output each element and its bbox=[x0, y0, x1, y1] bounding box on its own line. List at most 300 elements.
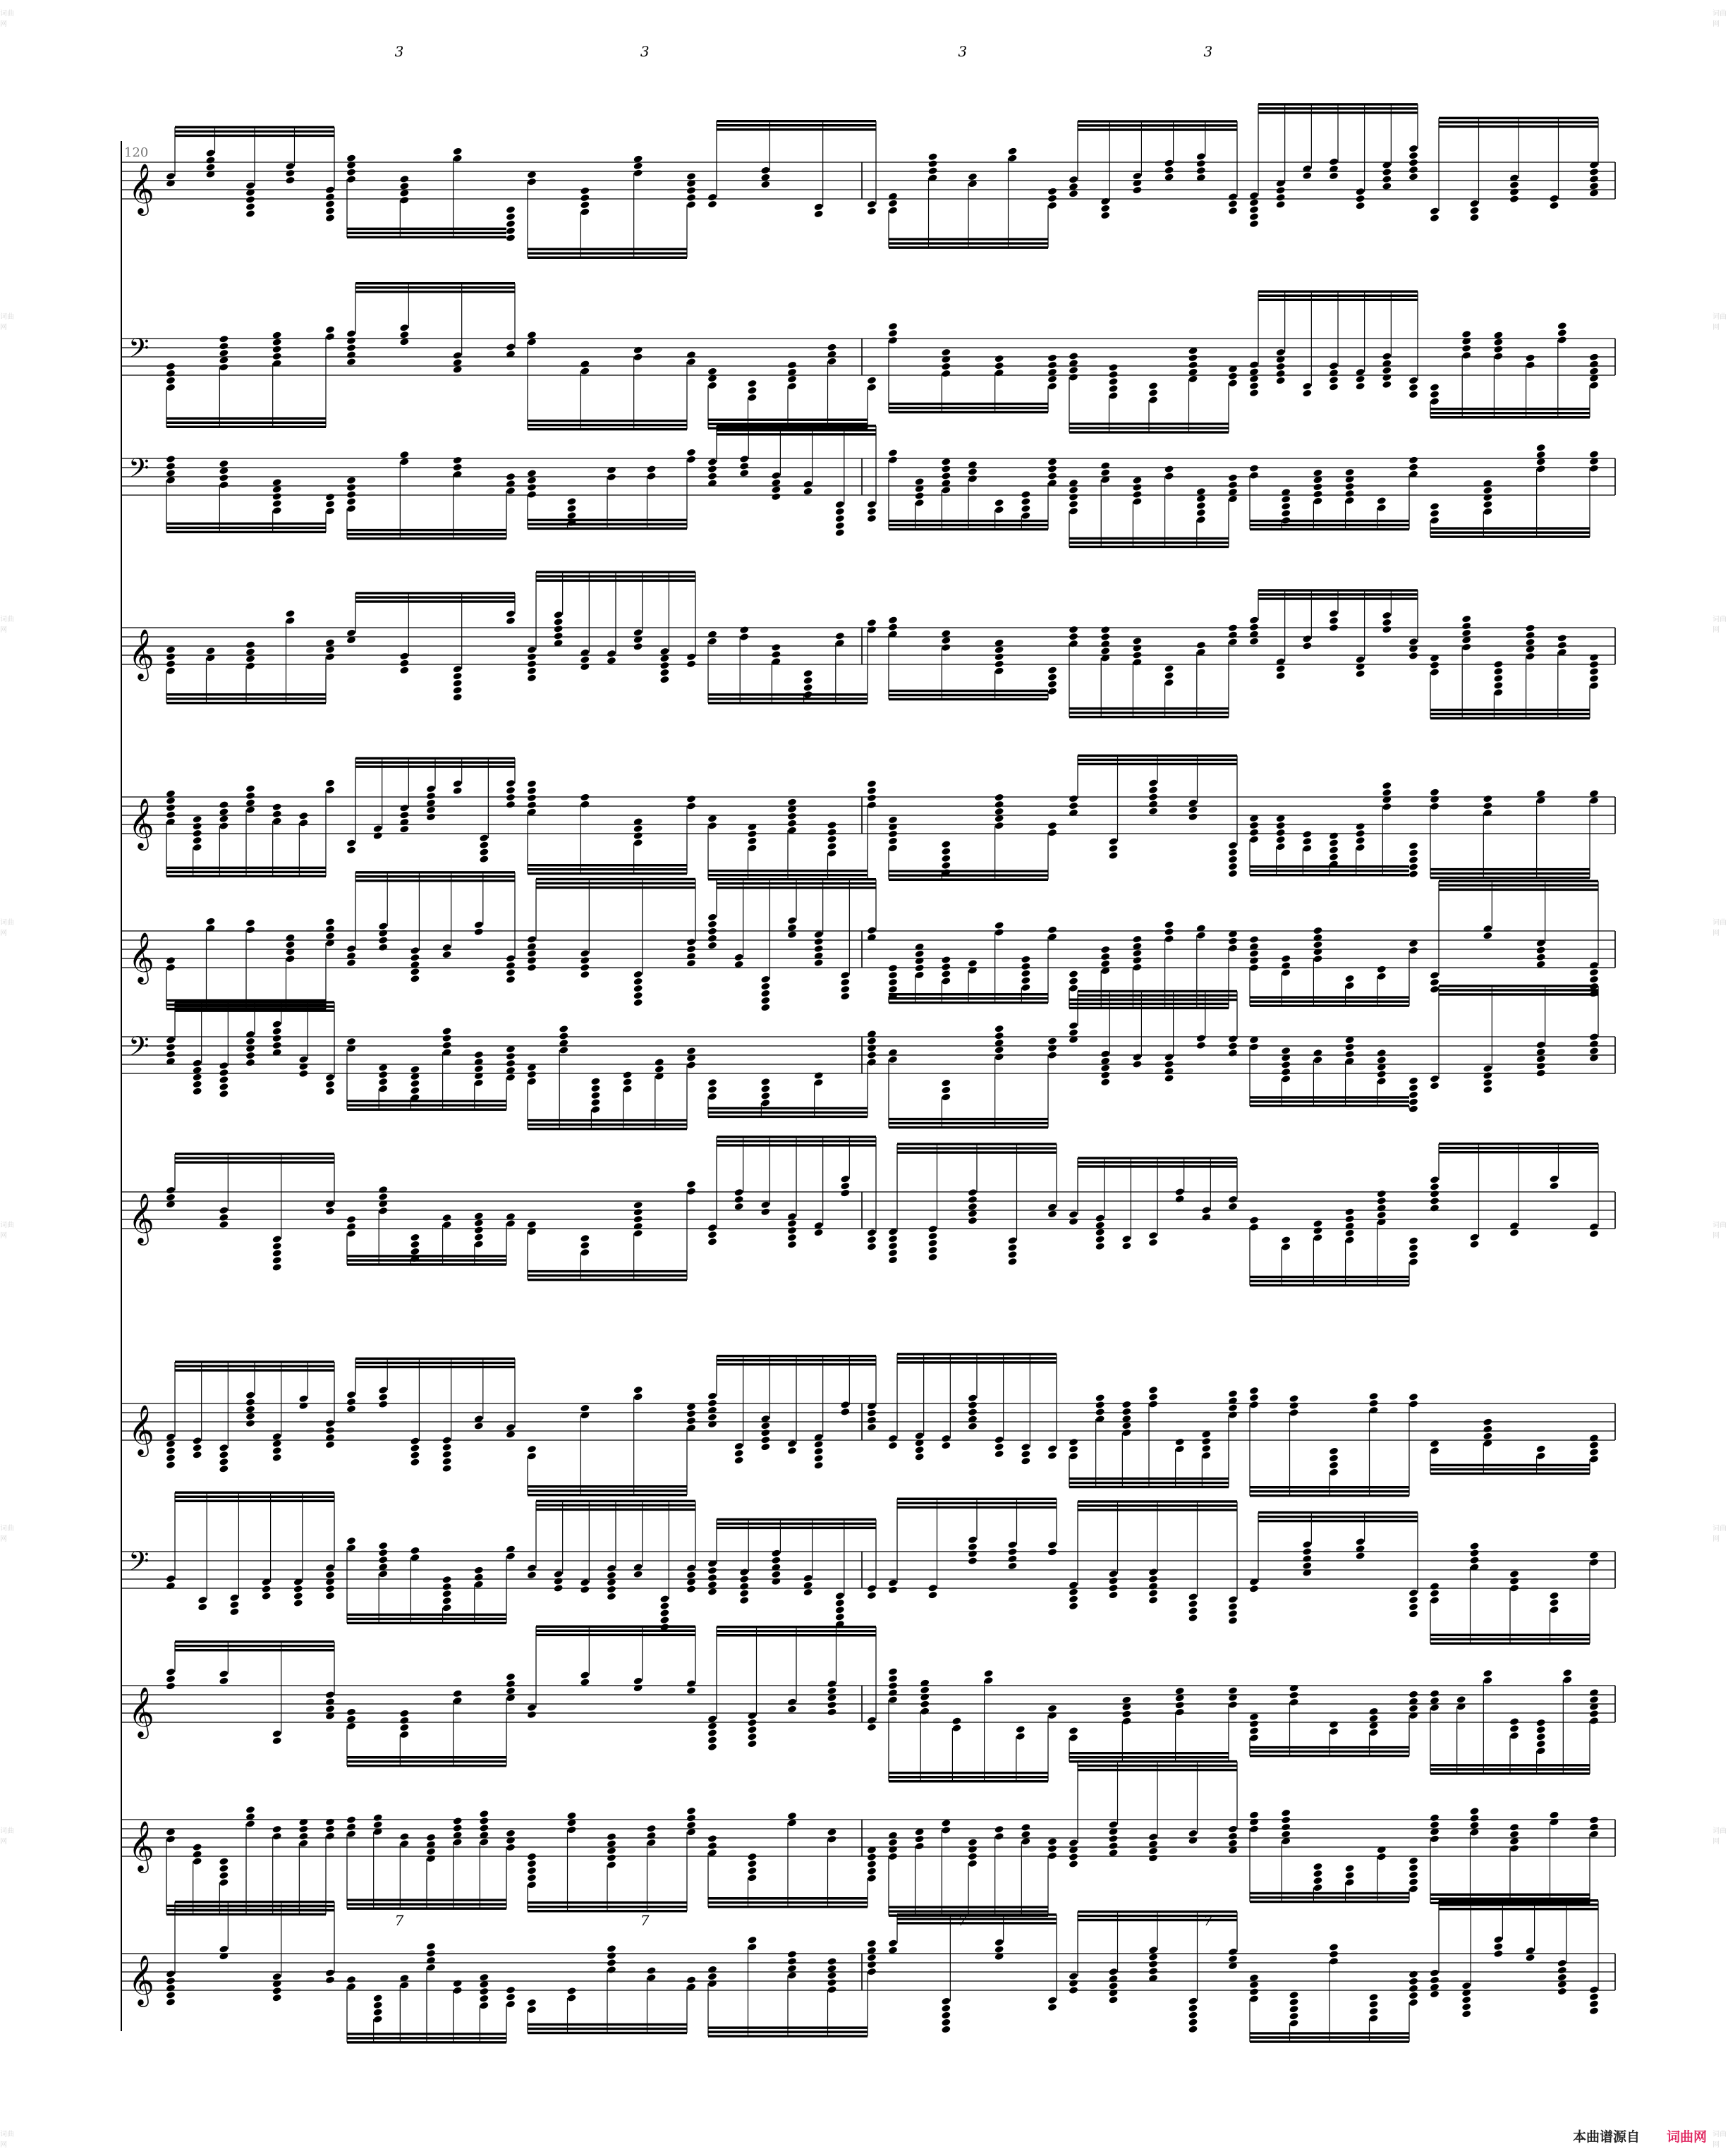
note-head bbox=[1313, 1863, 1322, 1871]
note-head bbox=[1281, 1236, 1291, 1244]
note-head bbox=[1469, 1814, 1479, 1822]
note-head bbox=[941, 348, 951, 357]
note-head bbox=[1148, 1238, 1158, 1247]
note-head bbox=[888, 456, 898, 464]
note-head bbox=[659, 1595, 669, 1603]
note-head bbox=[506, 975, 516, 984]
note-head bbox=[378, 1393, 388, 1401]
note-head bbox=[346, 1537, 356, 1545]
note-head bbox=[1249, 935, 1259, 944]
note-head bbox=[1329, 846, 1339, 854]
note-head bbox=[867, 507, 877, 516]
note-head bbox=[527, 1873, 537, 1882]
note-head bbox=[373, 2015, 383, 2023]
note-head bbox=[1249, 382, 1259, 390]
note-head bbox=[1408, 1596, 1418, 1604]
note-head bbox=[1483, 925, 1492, 933]
note-head bbox=[1047, 1210, 1057, 1218]
note-head bbox=[580, 662, 590, 671]
note-head bbox=[1408, 1393, 1418, 1401]
note-head bbox=[346, 336, 356, 345]
note-head bbox=[1430, 509, 1440, 518]
note-head bbox=[193, 1080, 202, 1088]
note-head bbox=[994, 1938, 1004, 1947]
note-head bbox=[1228, 638, 1238, 646]
note-head bbox=[771, 492, 781, 501]
note-head bbox=[888, 985, 898, 994]
note-head bbox=[1148, 1400, 1158, 1408]
note-head bbox=[633, 824, 643, 833]
note-head bbox=[747, 1860, 757, 1868]
note-head bbox=[707, 1841, 717, 1850]
note-head bbox=[760, 975, 770, 984]
note-head bbox=[1021, 1457, 1030, 1466]
note-head bbox=[1368, 1399, 1378, 1408]
note-head bbox=[633, 1676, 643, 1685]
note-head bbox=[426, 791, 436, 800]
note-head bbox=[835, 500, 845, 508]
note-head bbox=[1536, 1062, 1546, 1071]
note-head bbox=[527, 1452, 537, 1461]
note-head bbox=[1589, 1448, 1599, 1456]
note-head bbox=[623, 1071, 633, 1079]
note-head bbox=[193, 822, 202, 831]
note-head bbox=[915, 956, 925, 965]
note-head bbox=[968, 475, 978, 483]
note-head bbox=[325, 507, 335, 516]
note-head bbox=[272, 478, 282, 487]
note-head bbox=[1188, 1600, 1198, 1608]
note-head bbox=[686, 186, 696, 195]
note-head bbox=[325, 1571, 335, 1579]
note-head bbox=[1589, 168, 1599, 176]
note-head bbox=[298, 819, 308, 827]
note-head bbox=[968, 1401, 978, 1409]
note-head bbox=[814, 1461, 824, 1470]
note-head bbox=[1069, 1986, 1078, 1994]
note-head bbox=[1430, 1813, 1440, 1822]
note-head bbox=[580, 1404, 590, 1413]
note-head bbox=[1461, 643, 1471, 652]
note-head bbox=[1007, 1561, 1017, 1570]
treble-clef-icon: 𝄞 bbox=[128, 1192, 154, 1243]
note-head bbox=[686, 1417, 696, 1425]
note-head bbox=[1007, 1554, 1017, 1563]
note-head bbox=[1069, 626, 1078, 634]
note-head bbox=[787, 361, 797, 370]
note-head bbox=[1557, 641, 1567, 650]
note-head bbox=[1047, 472, 1057, 480]
note-head bbox=[927, 166, 937, 175]
note-head bbox=[378, 929, 388, 937]
note-head bbox=[1456, 1695, 1466, 1704]
note-head bbox=[453, 358, 463, 367]
note-head bbox=[686, 200, 696, 209]
note-head bbox=[707, 1238, 717, 1246]
note-head bbox=[1302, 837, 1312, 846]
note-head bbox=[325, 1705, 335, 1713]
note-head bbox=[193, 1444, 202, 1452]
note-head bbox=[1469, 1542, 1479, 1550]
note-head bbox=[453, 693, 463, 702]
note-head bbox=[1100, 647, 1110, 655]
note-head bbox=[325, 645, 335, 654]
note-head bbox=[941, 472, 951, 480]
note-head bbox=[1430, 795, 1440, 803]
note-head bbox=[346, 1983, 356, 1991]
note-head bbox=[506, 954, 516, 963]
note-head bbox=[272, 1027, 282, 1035]
note-head bbox=[787, 1971, 797, 1980]
note-head bbox=[1249, 1719, 1259, 1728]
note-head bbox=[633, 985, 643, 993]
note-head bbox=[1069, 366, 1078, 374]
note-head bbox=[1228, 1035, 1238, 1043]
note-head bbox=[646, 1825, 656, 1833]
note-head bbox=[378, 1186, 388, 1194]
note-head bbox=[293, 1585, 303, 1593]
note-head bbox=[1228, 207, 1238, 215]
measure-number: 120 bbox=[124, 145, 149, 160]
note-head bbox=[707, 637, 717, 645]
note-head bbox=[707, 1736, 717, 1744]
note-head bbox=[506, 205, 516, 214]
note-head bbox=[827, 1828, 836, 1837]
note-head bbox=[527, 1710, 537, 1719]
note-head bbox=[442, 1443, 452, 1451]
note-head bbox=[867, 1874, 877, 1882]
note-head bbox=[527, 331, 537, 339]
note-head bbox=[1228, 841, 1238, 850]
note-head bbox=[410, 1065, 420, 1073]
note-head bbox=[378, 1400, 388, 1408]
note-head bbox=[1509, 1717, 1519, 1726]
note-head bbox=[1276, 829, 1286, 837]
note-head bbox=[1249, 1394, 1259, 1402]
note-head bbox=[747, 1719, 757, 1727]
note-head bbox=[994, 666, 1004, 675]
note-head bbox=[1228, 1609, 1238, 1618]
note-head bbox=[867, 793, 877, 802]
note-head bbox=[835, 507, 845, 516]
note-head bbox=[1557, 1973, 1567, 1982]
note-head bbox=[1526, 360, 1535, 369]
note-head bbox=[1188, 1607, 1198, 1615]
note-head bbox=[888, 964, 898, 973]
note-head bbox=[941, 643, 951, 652]
note-head bbox=[1408, 1984, 1418, 1992]
note-head bbox=[867, 1853, 877, 1861]
note-head bbox=[1132, 637, 1142, 645]
note-head bbox=[1509, 1570, 1519, 1578]
note-head bbox=[1313, 497, 1322, 505]
note-head bbox=[941, 956, 951, 964]
note-head bbox=[1368, 1993, 1378, 2002]
note-head bbox=[760, 1429, 770, 1437]
note-head bbox=[787, 1226, 797, 1235]
note-head bbox=[399, 175, 409, 183]
note-head bbox=[1249, 956, 1259, 965]
note-head bbox=[1382, 803, 1392, 811]
note-head bbox=[686, 1686, 696, 1695]
note-head bbox=[1148, 1833, 1158, 1841]
note-head bbox=[346, 358, 356, 366]
note-head bbox=[707, 1231, 717, 1239]
note-head bbox=[607, 1832, 616, 1841]
note-head bbox=[1069, 1438, 1078, 1447]
note-head bbox=[426, 784, 436, 793]
note-head bbox=[1329, 1447, 1339, 1456]
note-head bbox=[527, 674, 537, 682]
note-head bbox=[1100, 633, 1110, 641]
note-head bbox=[506, 961, 516, 970]
note-head bbox=[1589, 1455, 1599, 1463]
note-head bbox=[1430, 661, 1440, 669]
note-head bbox=[1249, 616, 1259, 624]
note-head bbox=[1007, 1250, 1017, 1259]
note-head bbox=[1493, 681, 1503, 690]
note-head bbox=[1430, 1439, 1440, 1448]
note-head bbox=[506, 1836, 516, 1844]
note-head bbox=[968, 1394, 978, 1402]
note-head bbox=[941, 1079, 951, 1088]
note-head bbox=[399, 1709, 409, 1717]
note-head bbox=[1493, 660, 1503, 669]
note-head bbox=[506, 1843, 516, 1851]
note-head bbox=[747, 1874, 757, 1882]
note-head bbox=[941, 1819, 951, 1827]
note-head bbox=[474, 1233, 484, 1241]
note-head bbox=[1281, 1823, 1291, 1832]
note-head bbox=[888, 206, 898, 214]
note-head bbox=[399, 818, 409, 827]
note-head bbox=[1069, 1021, 1078, 1030]
note-head bbox=[219, 1458, 229, 1466]
note-head bbox=[219, 1878, 229, 1887]
note-head bbox=[527, 963, 537, 972]
note-head bbox=[827, 1700, 836, 1709]
note-head bbox=[1132, 935, 1142, 944]
note-head bbox=[707, 927, 717, 935]
note-head bbox=[1100, 1064, 1110, 1072]
note-head bbox=[166, 810, 176, 819]
note-head bbox=[1430, 1596, 1440, 1604]
note-head bbox=[888, 1845, 898, 1853]
note-head bbox=[1382, 619, 1392, 627]
note-head bbox=[747, 379, 757, 388]
note-head bbox=[166, 1043, 176, 1052]
note-head bbox=[1175, 1445, 1185, 1454]
note-head bbox=[426, 1942, 436, 1951]
note-head bbox=[968, 1535, 978, 1544]
note-head bbox=[1281, 1061, 1291, 1069]
note-head bbox=[566, 497, 576, 506]
note-head bbox=[994, 1825, 1004, 1834]
note-head bbox=[1196, 1034, 1206, 1042]
note-head bbox=[1276, 186, 1286, 195]
note-head bbox=[814, 1078, 824, 1087]
note-head bbox=[1281, 1830, 1291, 1839]
note-head bbox=[1356, 195, 1365, 203]
note-head bbox=[506, 343, 516, 351]
note-head bbox=[927, 152, 937, 161]
note-head bbox=[474, 920, 484, 929]
note-head bbox=[399, 189, 409, 197]
note-head bbox=[1589, 660, 1599, 669]
note-head bbox=[193, 836, 202, 845]
note-head bbox=[506, 226, 516, 235]
note-head bbox=[968, 1845, 978, 1853]
note-head bbox=[1281, 495, 1291, 504]
note-head bbox=[1100, 640, 1110, 648]
note-head bbox=[1047, 382, 1057, 391]
note-head bbox=[1108, 384, 1118, 393]
note-head bbox=[1188, 353, 1198, 362]
note-head bbox=[1377, 1204, 1387, 1212]
note-head bbox=[686, 1180, 696, 1188]
note-head bbox=[373, 1994, 383, 2002]
note-head bbox=[453, 154, 463, 163]
note-head bbox=[1095, 1235, 1105, 1243]
note-head bbox=[994, 362, 1004, 370]
note-head bbox=[1228, 1825, 1238, 1834]
note-head bbox=[941, 1442, 951, 1450]
note-head bbox=[994, 1449, 1004, 1458]
note-head bbox=[1408, 848, 1418, 857]
note-head bbox=[1228, 848, 1238, 857]
note-head bbox=[272, 1041, 282, 1049]
note-head bbox=[1589, 1434, 1599, 1442]
note-head bbox=[1069, 493, 1078, 501]
note-head bbox=[1377, 1049, 1387, 1057]
note-head bbox=[633, 1215, 643, 1224]
note-head bbox=[1557, 1966, 1567, 1975]
note-head bbox=[245, 654, 255, 663]
note-head bbox=[1132, 497, 1142, 506]
note-head bbox=[771, 643, 781, 652]
note-head bbox=[219, 808, 229, 816]
note-head bbox=[325, 1564, 335, 1572]
note-head bbox=[272, 1729, 282, 1738]
note-head bbox=[1368, 2000, 1378, 2009]
note-head bbox=[1228, 863, 1238, 871]
note-head bbox=[1228, 200, 1238, 208]
note-head bbox=[1368, 2014, 1378, 2023]
note-head bbox=[787, 1705, 797, 1713]
note-head bbox=[1408, 841, 1418, 850]
note-head bbox=[1589, 653, 1599, 662]
note-head bbox=[1589, 968, 1599, 977]
note-head bbox=[245, 926, 255, 934]
note-head bbox=[951, 1717, 961, 1725]
note-head bbox=[506, 1073, 516, 1082]
note-head bbox=[474, 1071, 484, 1080]
note-head bbox=[193, 1437, 202, 1445]
note-head bbox=[1100, 1078, 1110, 1086]
note-head bbox=[633, 346, 643, 354]
note-head bbox=[1132, 963, 1142, 972]
note-head bbox=[623, 1078, 633, 1086]
note-head bbox=[1148, 779, 1158, 787]
note-head bbox=[1249, 1387, 1259, 1395]
note-head bbox=[607, 1959, 616, 1967]
note-head bbox=[272, 506, 282, 515]
note-head bbox=[1329, 1727, 1339, 1736]
note-head bbox=[1461, 1982, 1471, 1990]
treble-clef-icon: 𝄞 bbox=[128, 1403, 154, 1455]
note-head bbox=[166, 659, 176, 668]
note-head bbox=[1430, 1834, 1440, 1843]
note-head bbox=[166, 1574, 176, 1583]
note-head bbox=[1589, 975, 1599, 984]
note-head bbox=[325, 1088, 335, 1096]
note-head bbox=[787, 930, 797, 939]
note-head bbox=[915, 1453, 925, 1461]
note-head bbox=[760, 989, 770, 998]
note-head bbox=[707, 1566, 717, 1575]
note-head bbox=[1148, 1231, 1158, 1240]
note-head bbox=[867, 1939, 877, 1948]
note-head bbox=[707, 1085, 717, 1094]
note-head bbox=[166, 652, 176, 661]
note-head bbox=[1408, 145, 1418, 153]
note-head bbox=[1589, 961, 1599, 970]
note-head bbox=[747, 1936, 757, 1944]
note-head bbox=[739, 633, 749, 641]
note-head bbox=[527, 1859, 537, 1868]
tuplet-number: 3 bbox=[640, 43, 650, 60]
note-head bbox=[1329, 1943, 1339, 1951]
note-head bbox=[1368, 1707, 1378, 1716]
note-head bbox=[1377, 1211, 1387, 1219]
note-head bbox=[814, 944, 824, 953]
note-head bbox=[285, 616, 295, 625]
note-head bbox=[245, 209, 255, 218]
note-head bbox=[1408, 1589, 1418, 1597]
note-head bbox=[1148, 1575, 1158, 1583]
note-head bbox=[1281, 1047, 1291, 1055]
note-head bbox=[659, 647, 669, 656]
note-head bbox=[346, 628, 356, 637]
note-head bbox=[1047, 829, 1057, 837]
note-head bbox=[1132, 179, 1142, 188]
note-head bbox=[1249, 1223, 1259, 1231]
note-head bbox=[1148, 1967, 1158, 1975]
note-head bbox=[707, 913, 717, 921]
note-head bbox=[453, 470, 463, 479]
note-head bbox=[1249, 389, 1259, 397]
note-head bbox=[994, 800, 1004, 809]
note-head bbox=[867, 626, 877, 634]
note-head bbox=[1069, 1217, 1078, 1226]
note-head bbox=[1108, 1982, 1118, 1990]
note-head bbox=[506, 1052, 516, 1061]
note-head bbox=[1589, 360, 1599, 368]
note-head bbox=[994, 659, 1004, 668]
note-head bbox=[479, 1973, 489, 1982]
note-head bbox=[1276, 843, 1286, 851]
note-head bbox=[633, 832, 643, 840]
treble-clef-icon: 𝄞 bbox=[128, 931, 154, 982]
note-head bbox=[580, 367, 590, 375]
note-head bbox=[1047, 1451, 1057, 1460]
note-head bbox=[633, 353, 643, 361]
note-head bbox=[686, 1975, 696, 1984]
note-head bbox=[453, 365, 463, 374]
note-head bbox=[1302, 389, 1312, 398]
note-head bbox=[1408, 456, 1418, 464]
note-head bbox=[1047, 458, 1057, 466]
